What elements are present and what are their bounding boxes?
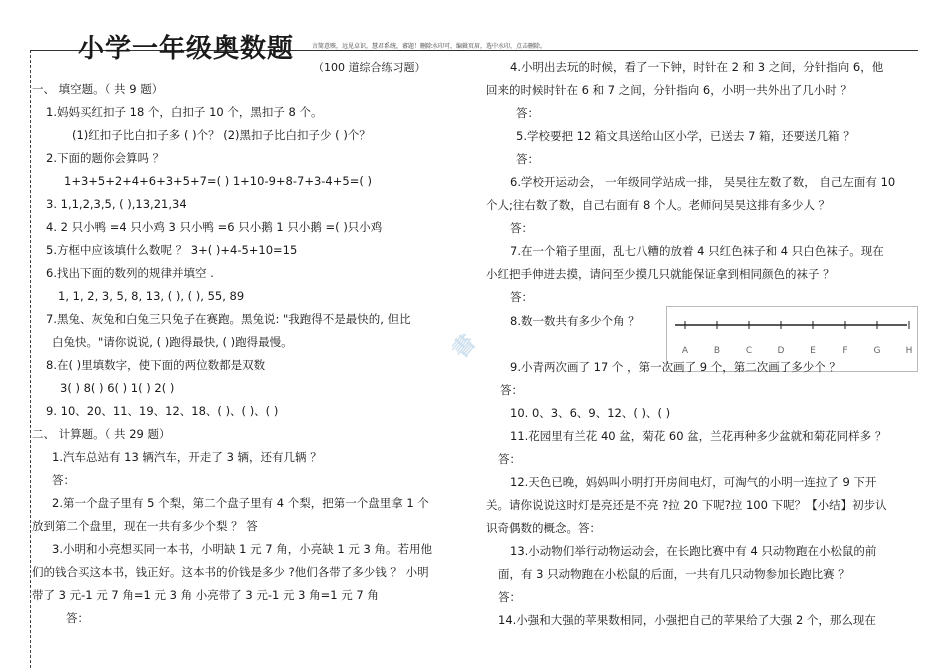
question-text: 关。请你说说这时灯是亮还是不亮 ?拉 20 下呢?拉 100 下呢？【小结】初步认: [486, 498, 887, 512]
answer-label: 答：: [510, 221, 533, 235]
answer-label: 答：: [498, 452, 521, 466]
question-text: 回来的时候时针在 6 和 7 之间，分针指向 6，小明一共外出了几小时 ？: [486, 83, 852, 97]
question-text: 3( ) 8( ) 6( ) 1( ) 2( ): [60, 381, 175, 395]
question-text: 识奇偶数的概念。答：: [486, 521, 601, 535]
question-text: 4. 2 只小鸭 =4 只小鸡 3 只小鸭 =6 只小鹅 1 只小鹅 =( )只小鸡: [46, 220, 383, 234]
answer-label: 答：: [500, 383, 523, 397]
question-text: 7.在一个箱子里面，乱七八糟的放着 4 只红色袜子和 4 只白色袜子。现在: [510, 244, 884, 258]
question-text: 3.小明和小亮想买同一本书，小明缺 1 元 7 角，小亮缺 1 元 3 角。若用他: [52, 542, 432, 556]
question-text: 14.小强和大强的苹果数相同，小强把自己的苹果给了大强 2 个，那么现在: [498, 613, 876, 627]
ruler-label: G: [873, 346, 881, 356]
ruler-label: A: [681, 346, 689, 356]
ruler-label: B: [713, 346, 721, 356]
header-note: 言简意赅，远见卓识，慧君系统，審題！删除水印可，编辑页眉，选中水印，点击删除。: [312, 43, 547, 50]
answer-label: 答：: [516, 152, 539, 166]
question-text: (1)红扣子比白扣子多 ( )个？ (2)黑扣子比白扣子少 ( )个？: [72, 128, 371, 142]
watermark-stamp: 書: [447, 330, 482, 364]
question-text: 3. 1,1,2,3,5, ( ),13,21,34: [46, 197, 187, 211]
question-text: 12.天色已晚，妈妈叫小明打开房间电灯，可淘气的小明一连拉了 9 下开: [510, 475, 877, 489]
question-text: 1+3+5+2+4+6+3+5+7=( ) 1+10-9+8-7+3-4+5=( ): [64, 174, 372, 188]
question-text: 个人;往右数了数，自己右面有 8 个人。老师问吴昊这排有多少人 ？: [486, 198, 831, 212]
question-text: 面，有 3 只动物跑在小松鼠的后面，一共有几只动物参加长跑比赛 ？: [498, 567, 850, 581]
answer-label: 答：: [52, 473, 75, 487]
question-text: 6.学校开运动会， 一年级同学站成一排， 吴昊往左数了数， 自己左面有 10: [510, 175, 896, 189]
question-text: 带了 3 元-1 元 7 角=1 元 3 角 小亮带了 3 元-1 元 3 角=1 元 7 角: [32, 588, 379, 602]
page-subtitle: （100 道综合练习题）: [313, 61, 426, 74]
question-text: 白兔快。"请你说说, ( )跑得最快, ( )跑得最慢。: [52, 335, 293, 349]
question-text: 小红把手伸进去摸，请问至少摸几只就能保证拿到相同颜色的袜子 ？: [486, 267, 835, 281]
ruler-label: F: [842, 346, 848, 356]
question-text: 5.学校要把 12 箱文具送给山区小学，已送去 7 箱，还要送几箱 ？: [516, 129, 855, 143]
question-text: 2.第一个盘子里有 5 个梨，第二个盘子里有 4 个梨，把第一个盘里拿 1 个: [52, 496, 429, 510]
question-text: 11.花园里有兰花 40 盆，菊花 60 盆，兰花再种多少盆就和菊花同样多 ？: [510, 429, 887, 443]
section-heading-calc: 二、 计算题。（ 共 29 题）: [32, 427, 171, 441]
answer-label: 答：: [498, 590, 521, 604]
question-text: 9.小青两次画了 17 个 ，第一次画了 9 个，第二次画了多少个 ？: [510, 360, 841, 374]
section-heading-fill: 一、 填空题。（ 共 9 题）: [32, 82, 164, 96]
answer-label: 答：: [510, 290, 533, 304]
question-text: 放到第二个盘里，现在一共有多少个梨 ？ 答: [32, 519, 258, 533]
question-text: 1.汽车总站有 13 辆汽车，开走了 3 辆，还有几辆 ？: [52, 450, 322, 464]
question-text: 1.妈妈买红扣子 18 个，白扣子 10 个，黑扣子 8 个。: [46, 105, 323, 119]
page-title: 小学一年级奥数题: [78, 34, 295, 64]
answer-label: 答：: [66, 611, 89, 625]
question-text: 1, 1, 2, 3, 5, 8, 13, ( ), ( ), 55, 89: [58, 289, 245, 303]
question-text: 8.在( )里填数字，使下面的两位数都是双数: [46, 358, 266, 372]
answer-label: 答：: [516, 106, 539, 120]
question-text: 5.方框中应该填什么数呢 ？ 3+( )+4-5+10=15: [46, 243, 298, 257]
question-text: 7.黑兔、灰兔和白兔三只兔子在赛跑。黑兔说: "我跑得不是最快的, 但比: [46, 312, 411, 326]
question-text: 们的钱合买这本书，钱正好。这本书的价钱是多少 ?他们各带了多少钱 ？ 小明: [32, 565, 429, 579]
question-text: 4.小明出去玩的时候，看了一下钟，时针在 2 和 3 之间，分针指向 6，他: [510, 60, 884, 74]
question-text: 13.小动物们举行动物运动会，在长跑比赛中有 4 只动物跑在小松鼠的前: [510, 544, 877, 558]
question-text: 9. 10、20、11、19、12、18、( )、( )、( ): [46, 404, 279, 418]
ruler-label: D: [777, 346, 785, 356]
question-text: 8.数一数共有多少个角 ？: [510, 314, 640, 328]
ruler-label: C: [745, 346, 753, 356]
ruler-label: H: [905, 346, 913, 356]
question-text: 2.下面的题你会算吗 ？: [46, 151, 165, 165]
question-text: 6.找出下面的数列的规律并填空 .: [46, 266, 214, 280]
question-text: 10. 0、3、6、9、12、( )、( ): [510, 406, 671, 420]
ruler-label: E: [810, 346, 816, 356]
